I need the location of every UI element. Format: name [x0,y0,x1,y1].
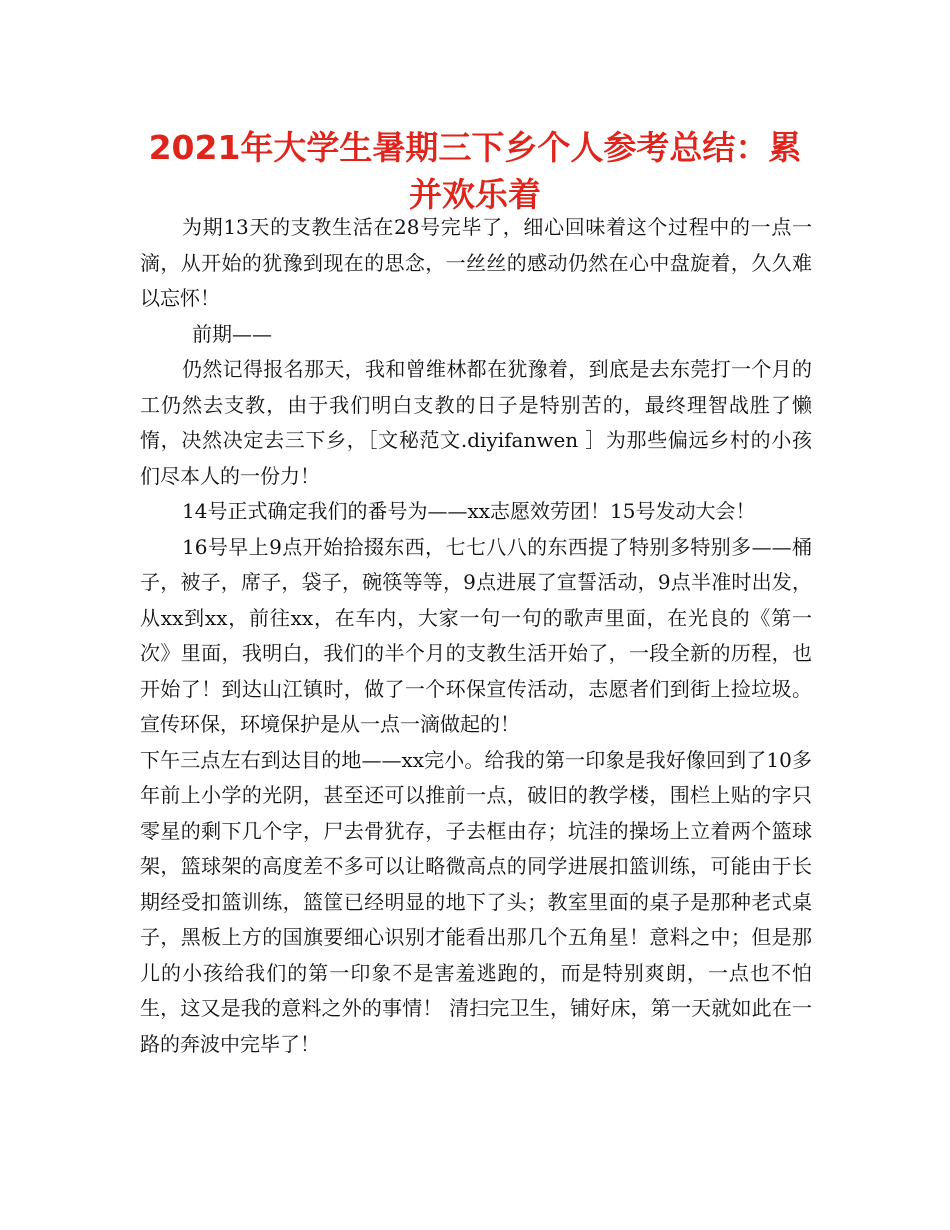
paragraph-registration: 仍然记得报名那天，我和曾维林都在犹豫着，到底是去东莞打一个月的工仍然去支教，由于我们明白支教的日子是特别苦的，最终理智战胜了懒惰，决然决定去三下乡，［文秘范文.diyifanwen ］为那些偏远乡村的小孩们尽本人的一份力！ [140,357,812,488]
paragraph-arrival: 下午三点左右到达目的地——xx完小。给我的第一印象是我好像回到了10多年前上小学的光阴，甚至还可以推前一点，破旧的教学楼，围栏上贴的字只零星的剩下几个字，尸去骨犹存，子去框由存；坑洼的操场上立着两个篮球架，篮球架的高度差不多可以让略微高点的同学进展扣篮训练，可能由于长期经受扣篮训练，篮筐已经明显的地下了头；教室里面的桌子是那种老式桌子，黑板上方的国旗要细心识别才能看出那几个五角星！意料之中；但是那儿的小孩给我们的第一印象不是害羞逃跑的，而是特别爽朗，一点也不怕生，这又是我的意料之外的事情！ 清扫完卫生，铺好床，第一天就如此在一路的奔波中完毕了！ [140,747,812,1056]
paragraph-section-heading: 前期—— [192,321,272,346]
document-title: 2021年大学生暑期三下乡个人参考总结：累并欢乐着 [148,128,802,214]
paragraph-intro: 为期13天的支教生活在28号完毕了，细心回味着这个过程中的一点一滴，从开始的犹豫到现在的思念，一丝丝的感动仍然在心中盘旋着，久久难以忘怀！ [140,215,812,310]
paragraph-departure: 16号早上9点开始拾掇东西，七七八八的东西提了特别多特别多——桶子，被子，席子，袋子，碗筷等等，9点进展了宣誓活动，9点半准时出发，从xx到xx，前往xx，在车内，大家一句一句的歌声里面，在光良的《第一次》里面，我明白，我们的半个月的支教生活开始了，一段全新的历程，也开始了！到达山江镇时，做了一个环保宣传活动，志愿者们到街上捡垃圾。宣传环保，环境保护是从一点一滴做起的！ [140,534,812,736]
document-body [140,210,812,1062]
paragraph-team-name: 14号正式确定我们的番号为——xx志愿效劳团！15号发动大会！ [182,499,756,523]
